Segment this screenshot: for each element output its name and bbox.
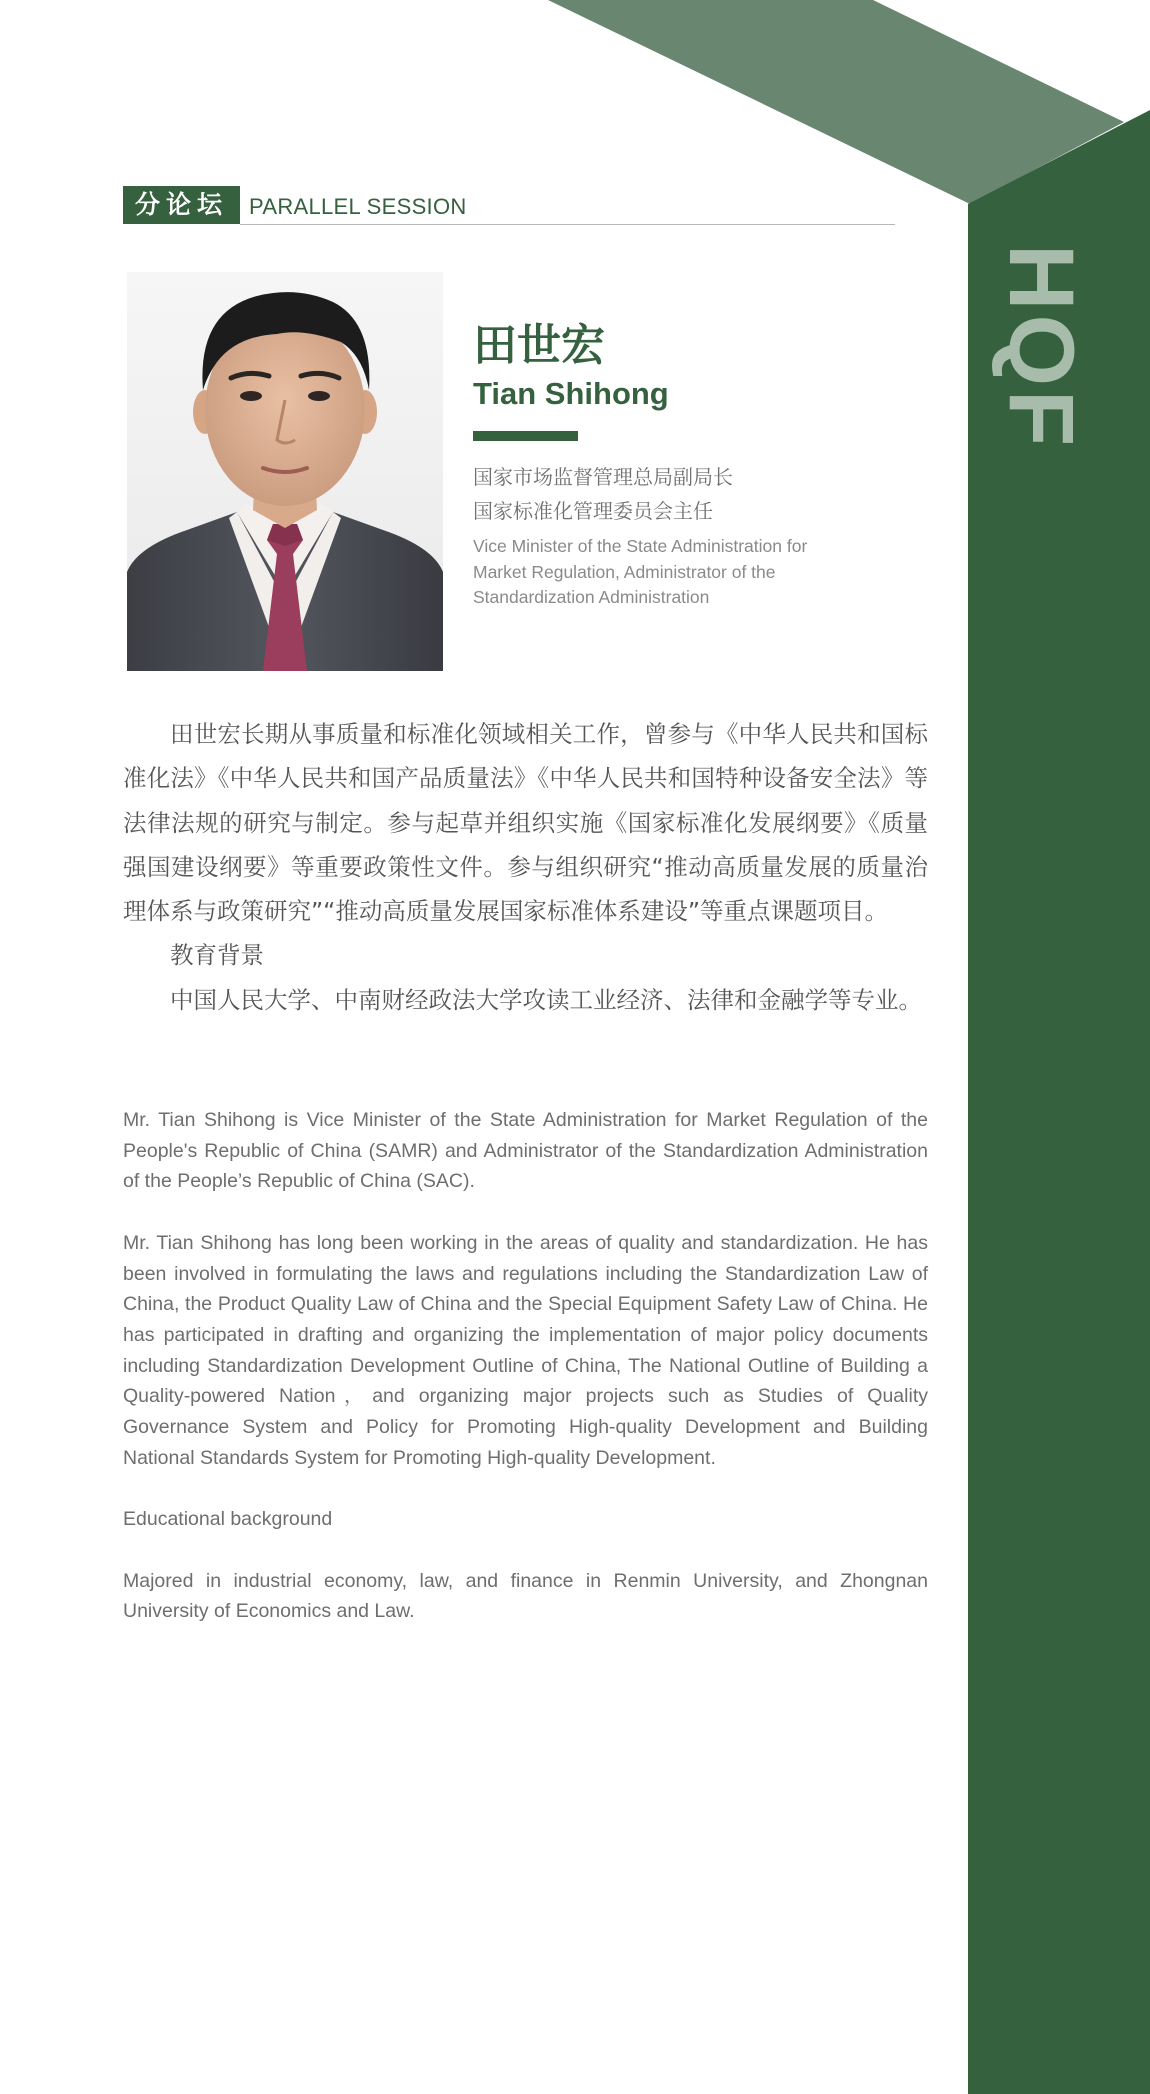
speaker-portrait — [127, 272, 443, 671]
header-divider — [240, 224, 895, 225]
bio-en — [123, 1105, 928, 1658]
bio-en-career: Mr. Tian Shihong has long been working in the areas of quality and standardization. He has been involved in formulating the laws and regulations including the Standardization Law of China, the Product Quality Law of China and the Special Equipment Safety Law of China. He has participated in drafting and organizing the implementation of major policy documents including Standardization Development Outline of China, The National Outline of Building a Quality-powered Nation，and organizing major projects such as Studies of Quality Governance System and Policy for Promoting High-quality Development and Building National Standards System for Promoting High-quality Development. — [123, 1231, 928, 1469]
speaker-name-en: Tian Shihong — [473, 376, 669, 411]
speaker-name-cn: 田世宏 — [473, 320, 605, 371]
name-underline — [473, 431, 578, 441]
speaker-title-cn-1: 国家市场监督管理总局副局长 — [473, 465, 733, 489]
bio-cn-education-heading: 教育背景 — [170, 941, 264, 970]
session-tag-en: PARALLEL SESSION — [249, 194, 467, 219]
bio-en-education-heading: Educational background — [123, 1508, 333, 1531]
speaker-title-en: Vice Minister of the State Administration for Market Regulation, Administrator of the Standardization Administration — [473, 536, 808, 607]
sidebar-logo: HQF — [990, 244, 1092, 451]
bio-en-intro: Mr. Tian Shihong is Vice Minister of the State Administration for Market Regulation of the People's Republic of China (SAMR) and Administrator of the Standardization Administration of the People’s Republic of China (SAC). — [123, 1109, 928, 1193]
speaker-title-cn-2: 国家标准化管理委员会主任 — [473, 499, 713, 523]
session-tag-cn: 分论坛 — [123, 186, 240, 224]
bio-en-education: Majored in industrial economy, law, and finance in Renmin University, and Zhongnan University of Economics and Law. — [123, 1569, 928, 1623]
bio-cn-education: 中国人民大学、中南财经政法大学攻读工业经济、法律和金融学等专业。 — [170, 985, 922, 1014]
bio-cn-paragraph: 田世宏长期从事质量和标准化领域相关工作，曾参与《中华人民共和国标准化法》《中华人民共和国产品质量法》《中华人民共和国特种设备安全法》等法律法规的研究与制定。参与起草并组织实施《国家标准化发展纲要》《质量强国建设纲要》等重要政策性文件。参与组织研究“推动高质量发展的质量治理体系与政策研究”“推动高质量发展国家标准体系建设”等重点课题项目。 — [123, 720, 928, 926]
session-header — [123, 186, 895, 225]
bio-cn — [123, 712, 928, 1022]
speaker-titles-cn — [473, 460, 733, 528]
